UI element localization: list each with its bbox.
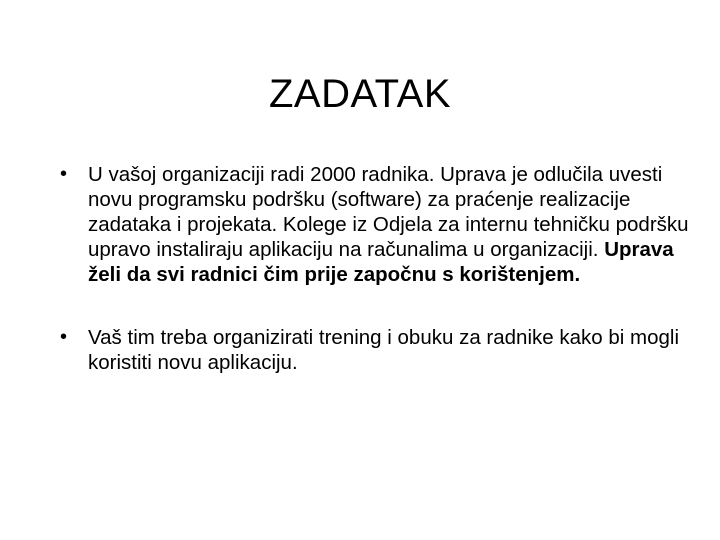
bullet-text-1: U vašoj organizaciji radi 2000 radnika. Uprava je odlučila uvesti novu programsku podršku (software) za praćenje realizacije zadataka i projekata. Kolege iz Odjela za internu tehničku podršku upravo instaliraju aplikaciju na računalima u organizaciji. [88, 163, 689, 261]
bullet-item-1 [60, 162, 690, 287]
bullet-dot-icon: • [60, 163, 68, 185]
slide-title: ZADATAK [268, 72, 452, 116]
bullet-text-2: Vaš tim treba organizirati trening i obuku za radnike kako bi mogli koristiti novu aplikaciju. [88, 326, 679, 374]
bullet-item-2 [60, 325, 690, 375]
bullet-bold-text-1: Uprava želi da svi radnici čim prije započnu s korištenjem. [88, 238, 674, 286]
bullet-list [60, 162, 690, 375]
bullet-dot-icon: • [60, 326, 68, 348]
